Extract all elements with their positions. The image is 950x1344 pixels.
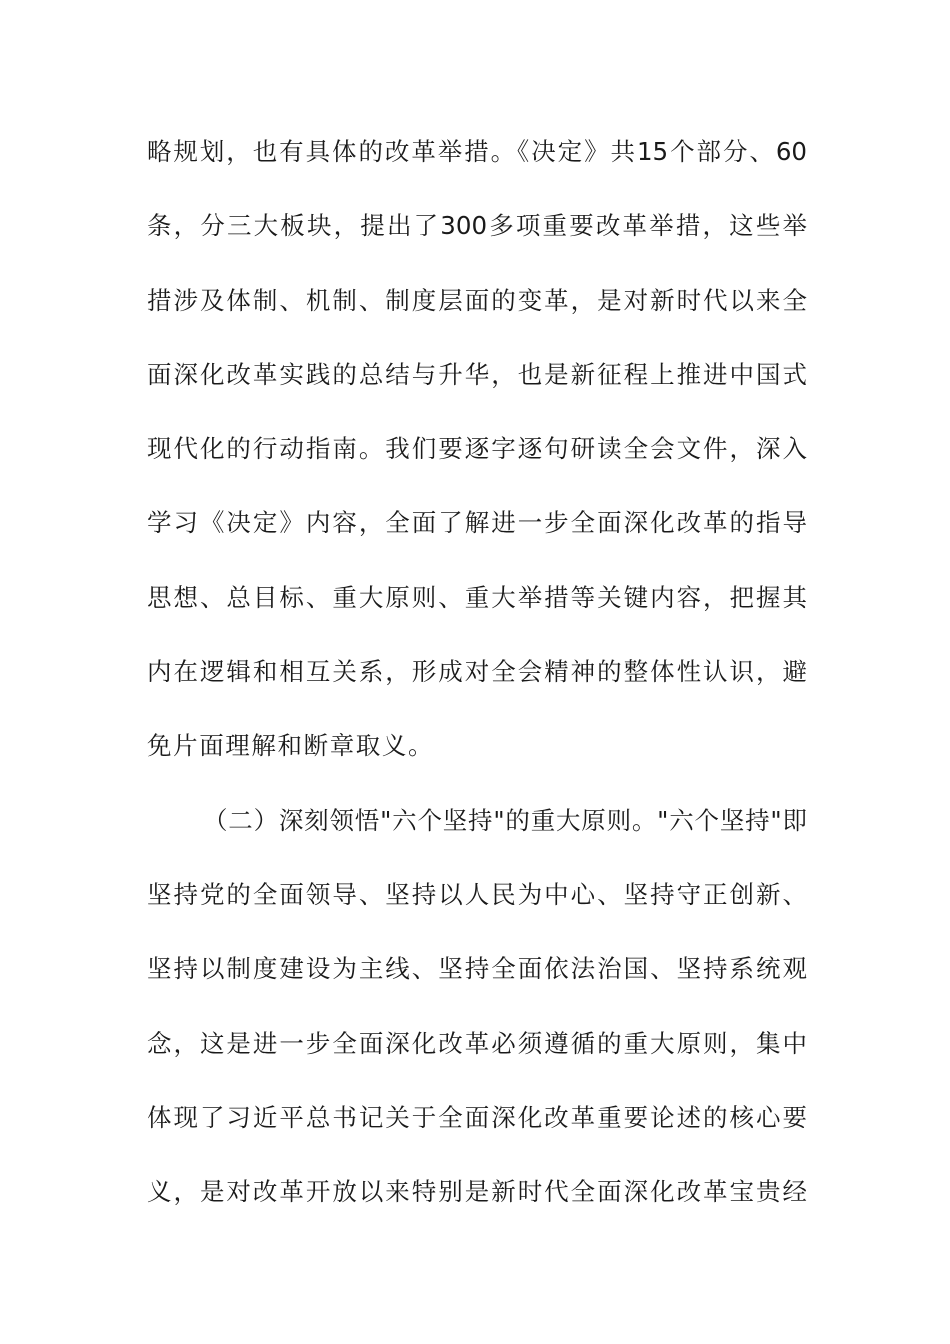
section-heading-line: （二）深刻领悟"六个坚持"的重大原则。"六个坚持"即: [203, 805, 807, 835]
text-line: 义，是对改革开放以来特别是新时代全面深化改革宝贵经: [147, 1177, 807, 1207]
text-line: 面深化改革实践的总结与升华，也是新征程上推进中国式: [147, 359, 807, 389]
text-line: 条，分三大板块，提出了300多项重要改革举措，这些举: [147, 211, 807, 241]
document-body: [147, 130, 807, 1244]
text-line: 内在逻辑和相互关系，形成对全会精神的整体性认识，避: [147, 657, 807, 687]
text-line: 念，这是进一步全面深化改革必须遵循的重大原则，集中: [147, 1028, 807, 1058]
text-line: 坚持以制度建设为主线、坚持全面依法治国、坚持系统观: [147, 954, 807, 984]
text-line: 免片面理解和断章取义。: [147, 731, 435, 761]
text-line: 措涉及体制、机制、制度层面的变革，是对新时代以来全: [147, 285, 807, 315]
text-line: 学习《决定》内容，全面了解进一步全面深化改革的指导: [147, 508, 807, 538]
text-line: 坚持党的全面领导、坚持以人民为中心、坚持守正创新、: [147, 879, 807, 909]
text-line: 思想、总目标、重大原则、重大举措等关键内容，把握其: [147, 582, 807, 612]
text-line: 现代化的行动指南。我们要逐字逐句研读全会文件，深入: [147, 434, 807, 464]
text-line: 略规划，也有具体的改革举措。《决定》共15个部分、60: [147, 137, 807, 166]
text-line: 体现了习近平总书记关于全面深化改革重要论述的核心要: [147, 1102, 807, 1132]
